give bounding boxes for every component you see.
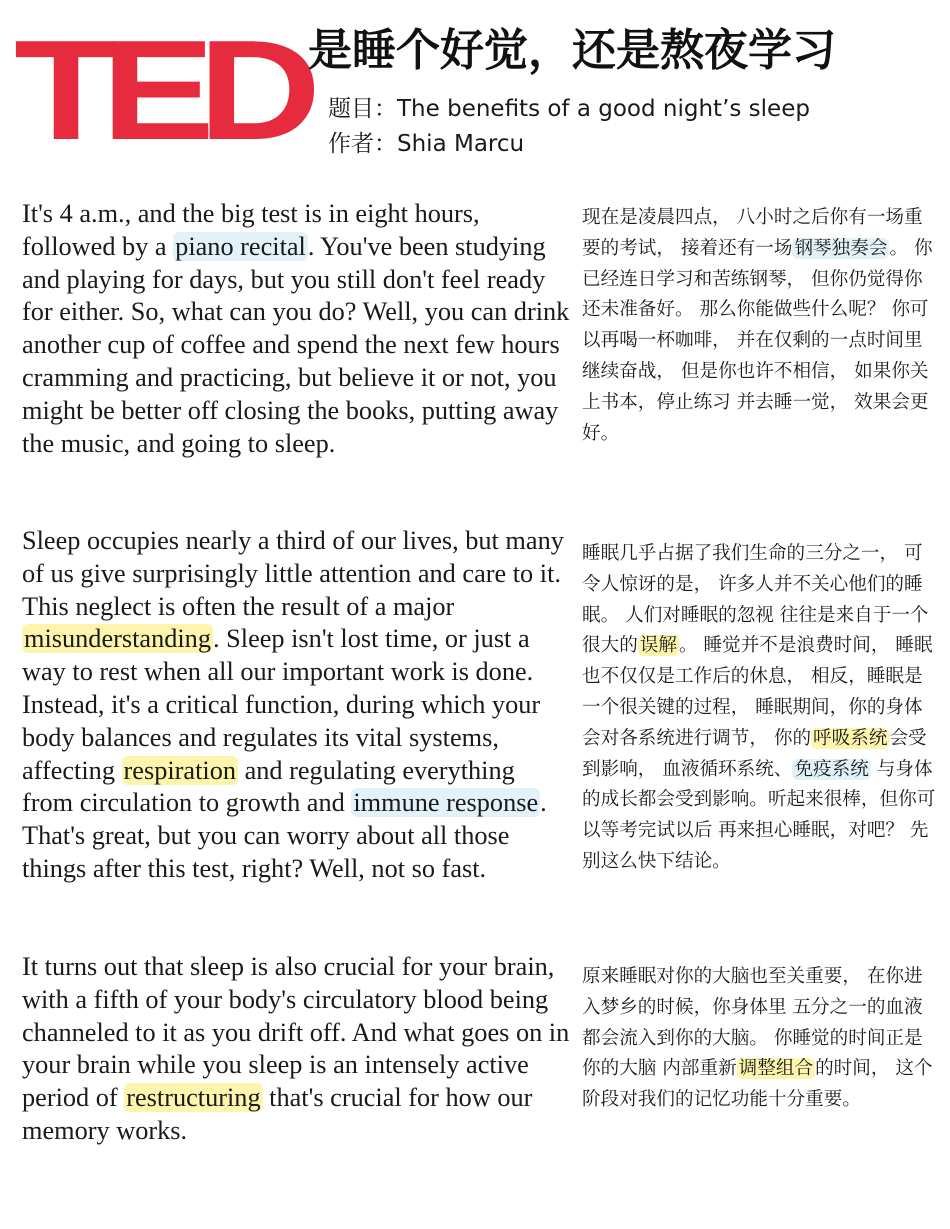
text-run: Sleep occupies nearly a third of our lives, but many of us give surprisingly little attention and care to it. This neglect is often the result of a major — [22, 526, 564, 621]
topic-line: 题目：The benefits of a good night’s sleep — [328, 96, 810, 122]
highlight-term: 调整组合 — [738, 1058, 814, 1080]
text-run: 。 睡觉并不是浪费时间， 睡眠也不仅仅是工作后的休息， 相反，睡眠是一个很关键的过程， 睡眠期间，你的身体会对各系统进行调节， 你的 — [582, 635, 933, 749]
highlight-term: 误解 — [639, 635, 677, 657]
english-paragraph-3 — [22, 951, 570, 1148]
text-run: 原来睡眠对你的大脑也至关重要， 在你进入梦乡的时候，你身体里 五分之一的血液都会流入到你的大脑。 你睡觉的时间正是你的大脑 内部重新 — [582, 966, 923, 1080]
text-run: that's crucial for how our memory works. — [22, 1083, 533, 1145]
highlight-term: 钢琴独奏会 — [794, 237, 888, 259]
text-run: . That's great, but you can worry about all those things after this test, right? Well, not so fast. — [22, 788, 547, 883]
highlight-term: piano recital — [175, 231, 306, 261]
highlight-term: 呼吸系统 — [813, 727, 888, 749]
text-run: . You've been studying and playing for days, but you still don't feel ready for either. So, what can you do? Well, you can drink another cup of coffee and spend the next few hours cramming and practicing, but believe it or not, you might be better off closing the books, putting away the music, and going to sleep. — [22, 231, 570, 458]
text-run: and regulating everything from circulation to growth and — [22, 755, 515, 818]
highlight-term: immune response — [353, 788, 539, 818]
highlight-term: 免疫系统 — [794, 758, 869, 780]
text-run: 睡眠几乎占据了我们生命的三分之一， 可令人惊讶的是， 许多人并不关心他们的睡眠。 人们对睡眠的忽视 往往是来自于一个很大的 — [582, 543, 929, 657]
text-run: 的时间， 这个阶段对我们的记忆功能十分重要。 — [582, 1058, 933, 1111]
page-title: 是睡个好觉，还是熬夜学习 — [308, 25, 836, 76]
chinese-paragraph-1 — [582, 203, 936, 449]
english-paragraph-2 — [22, 525, 570, 886]
english-paragraph-1 — [22, 198, 570, 460]
chinese-paragraph-3 — [582, 962, 936, 1116]
text-run: It's 4 a.m., and the big test is in eight hours, followed by a — [22, 199, 480, 261]
text-run: 。 你已经连日学习和苦练钢琴， 但你仍觉得你还未准备好。 那么你能做些什么呢？ 你可以再喝一杯咖啡， 并在仅剩的一点时间里继续奋战， 但是你也许不相信， 如果你关上书本，停止练习 并去睡一觉， 效果会更好。 — [582, 237, 933, 444]
text-run: It turns out that sleep is also crucial for your brain, with a fifth of your body's circulatory blood being channeled to it as you drift off. And what goes on in your brain while you sleep is an intensely active period of — [22, 952, 570, 1113]
ted-logo: TED — [14, 11, 305, 170]
highlight-term: misunderstanding — [24, 624, 211, 654]
text-run: . Sleep isn't lost time, or just a way to rest when all our important work is done. Instead, it's a critical function, during which your body balances and regulates its vital systems, affecting — [22, 624, 541, 785]
author-line: 作者：Shia Marcu — [328, 131, 525, 157]
highlight-term: restructuring — [126, 1083, 261, 1113]
highlight-term: respiration — [123, 755, 237, 785]
text-run: 与身体的成长都会受到影响。听起来很棒，但你可以等考完试以后 再来担心睡眠，对吧？ 先别这么快下结论。 — [582, 758, 936, 872]
chinese-paragraph-2 — [582, 539, 936, 878]
text-run: 会受到影响， 血液循环系统、 — [582, 727, 927, 780]
text-run: 现在是凌晨四点， 八小时之后你有一场重要的考试， 接着还有一场 — [582, 207, 923, 259]
